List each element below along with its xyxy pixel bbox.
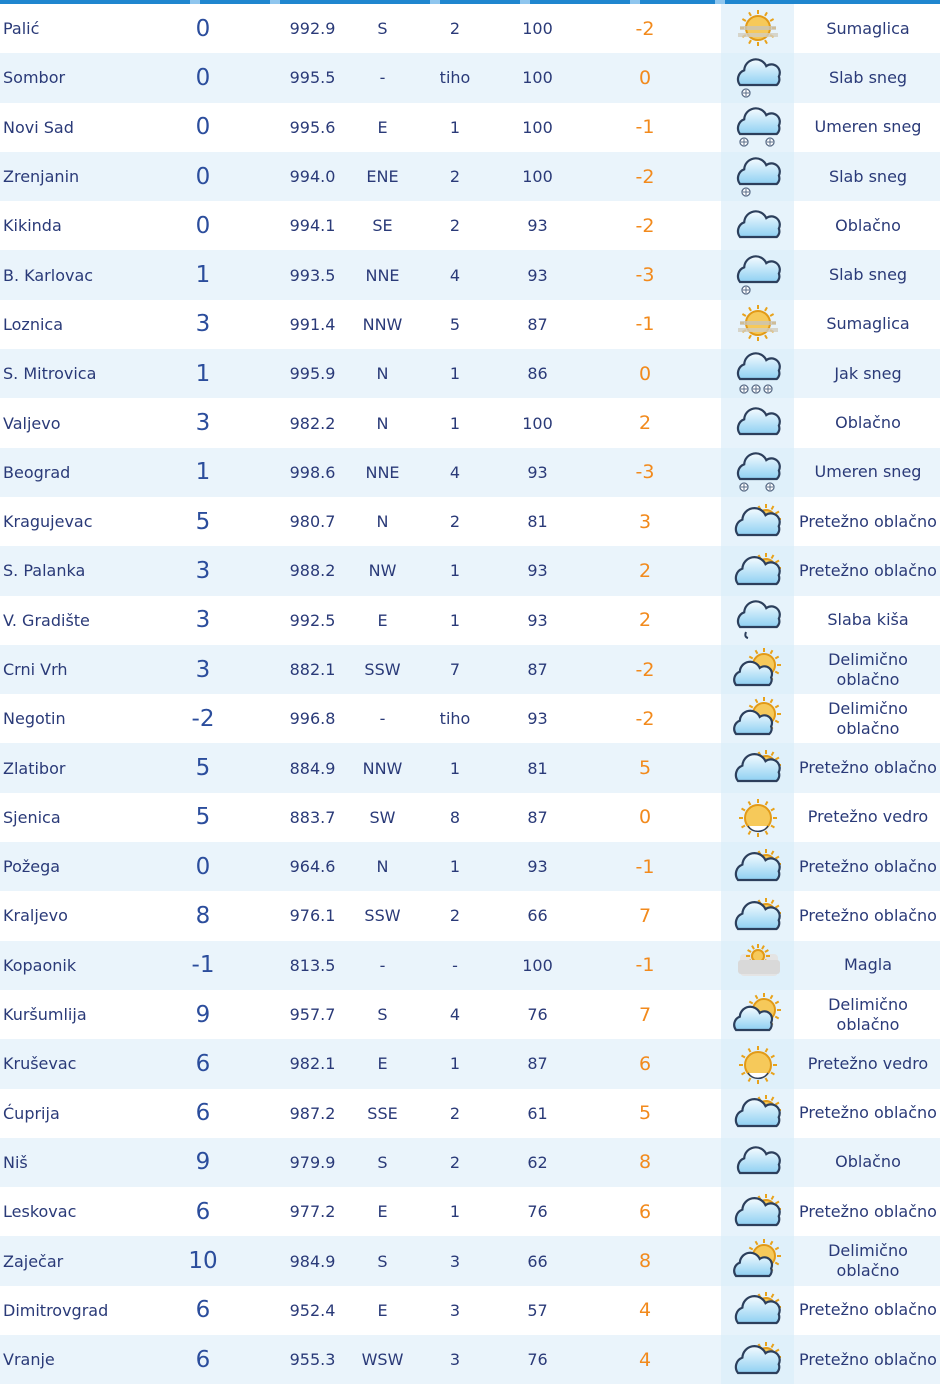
partly-cloudy-icon — [721, 694, 794, 743]
city-name: Novi Sad — [3, 117, 74, 137]
table-row — [0, 1039, 940, 1088]
city-name: Kraljevo — [3, 906, 68, 926]
mostly-cloudy-icon — [721, 1286, 794, 1335]
temperature-value: 9 — [195, 1001, 211, 1028]
temperature-value: 6 — [195, 1346, 211, 1373]
condition-text: Pretežno oblačno — [799, 511, 937, 531]
condition-text: Slaba kiša — [827, 610, 909, 630]
table-row — [0, 596, 940, 645]
city-name: Kopaonik — [3, 955, 77, 975]
city-name: Palić — [3, 19, 40, 39]
wind-speed: 1 — [449, 364, 461, 384]
condition-text: Magla — [843, 955, 892, 975]
pressure-value: 994.0 — [289, 167, 336, 187]
wind-direction: N — [376, 413, 389, 433]
condition-text: Slab sneg — [828, 265, 908, 285]
humidity-value: 100 — [522, 117, 553, 137]
wind-direction: SW — [369, 807, 396, 827]
wind-speed: 1 — [449, 413, 461, 433]
city-name: Dimitrovgrad — [3, 1300, 109, 1320]
temperature-value: 0 — [195, 212, 211, 239]
feels-like-value: 0 — [638, 362, 652, 385]
temperature-value: 3 — [195, 410, 211, 437]
temperature-value: 3 — [195, 607, 211, 634]
temperature-value: 9 — [195, 1149, 211, 1176]
table-row — [0, 694, 940, 743]
pressure-value: 984.9 — [289, 1251, 336, 1271]
wind-direction: NW — [368, 561, 397, 581]
temperature-value: 0 — [195, 114, 211, 141]
condition-text: Pretežno vedro — [807, 807, 929, 827]
humidity-value: 61 — [527, 1103, 548, 1123]
temperature-value: 0 — [195, 163, 211, 190]
humidity-value: 93 — [527, 216, 548, 236]
weather-table — [0, 4, 940, 1384]
condition-text: Pretežno oblačno — [799, 1201, 937, 1221]
wind-direction: - — [379, 709, 386, 729]
wind-direction: S — [377, 19, 388, 39]
temperature-value: -2 — [191, 705, 215, 732]
humidity-value: 100 — [522, 167, 553, 187]
humidity-value: 76 — [527, 1202, 548, 1222]
wind-direction: S — [377, 1251, 388, 1271]
wind-speed: 4 — [449, 1005, 461, 1025]
pressure-value: 980.7 — [289, 512, 336, 532]
wind-direction: NNW — [362, 314, 403, 334]
mostly-cloudy-icon — [721, 1187, 794, 1236]
feels-like-value: 4 — [638, 1348, 652, 1371]
humidity-value: 62 — [527, 1152, 548, 1172]
feels-like-value: -2 — [635, 214, 655, 237]
condition-text: Pretežno oblačno — [799, 1349, 937, 1369]
table-row — [0, 1286, 940, 1335]
fog-sun-icon — [721, 300, 794, 349]
wind-direction: SSE — [367, 1103, 398, 1123]
table-row — [0, 793, 940, 842]
wind-speed: 2 — [449, 1103, 461, 1123]
wind-speed: 8 — [449, 807, 461, 827]
pressure-value: 988.2 — [289, 561, 336, 581]
humidity-value: 76 — [527, 1005, 548, 1025]
city-name: S. Palanka — [3, 561, 86, 581]
temperature-value: 3 — [195, 557, 211, 584]
table-row — [0, 645, 940, 694]
condition-text: Oblačno — [835, 413, 901, 433]
city-name: Crni Vrh — [3, 660, 68, 679]
feels-like-value: -2 — [635, 707, 655, 730]
moderate-snow-icon — [721, 448, 794, 497]
cloudy-icon — [721, 398, 794, 447]
feels-like-value: -1 — [635, 855, 655, 878]
feels-like-value: 5 — [638, 1102, 652, 1125]
pressure-value: 982.2 — [289, 413, 336, 433]
pressure-value: 977.2 — [289, 1202, 336, 1222]
feels-like-value: 6 — [638, 1200, 652, 1223]
pressure-value: 987.2 — [289, 1103, 336, 1123]
pressure-value: 964.6 — [289, 857, 336, 877]
city-name: Kruševac — [3, 1054, 77, 1074]
pressure-value: 813.5 — [289, 955, 336, 975]
humidity-value: 100 — [522, 413, 553, 433]
pressure-value: 993.5 — [289, 265, 336, 285]
pressure-value: 992.9 — [289, 19, 336, 39]
wind-direction: NNE — [365, 265, 400, 285]
mostly-cloudy-icon — [721, 546, 794, 595]
feels-like-value: 8 — [638, 1250, 652, 1273]
humidity-value: 100 — [522, 955, 553, 975]
light-snow-icon — [721, 152, 794, 201]
light-snow-icon — [721, 250, 794, 299]
temperature-value: 5 — [195, 508, 211, 535]
humidity-value: 57 — [527, 1300, 548, 1320]
temperature-value: 8 — [195, 902, 211, 929]
table-row — [0, 990, 940, 1039]
temperature-value: 6 — [195, 1100, 211, 1127]
pressure-value: 995.5 — [289, 68, 336, 88]
condition-text: Umeren sneg — [814, 462, 922, 482]
wind-speed: 1 — [449, 1054, 461, 1074]
humidity-value: 93 — [527, 265, 548, 285]
city-name: Kuršumlija — [3, 1005, 87, 1025]
wind-speed: 1 — [449, 610, 461, 630]
city-name: Beograd — [3, 462, 71, 482]
city-name: Zlatibor — [3, 758, 66, 778]
wind-speed: 1 — [449, 857, 461, 877]
table-row — [0, 53, 940, 102]
city-name: B. Karlovac — [3, 265, 94, 285]
wind-direction: S — [377, 1152, 388, 1172]
table-row — [0, 4, 940, 53]
temperature-value: 5 — [195, 804, 211, 831]
humidity-value: 93 — [527, 709, 548, 729]
wind-speed: 1 — [449, 561, 461, 581]
wind-speed: 4 — [449, 265, 461, 285]
temperature-value: 1 — [195, 459, 211, 486]
table-row — [0, 1089, 940, 1138]
wind-direction: ENE — [366, 167, 399, 187]
table-row — [0, 1335, 940, 1384]
condition-text: Pretežno oblačno — [799, 560, 937, 580]
temperature-value: 0 — [195, 853, 211, 880]
temperature-value: 1 — [195, 262, 211, 289]
feels-like-value: -2 — [635, 165, 655, 188]
temperature-value: 0 — [195, 15, 211, 42]
city-name: Niš — [3, 1152, 28, 1172]
table-row — [0, 497, 940, 546]
city-name: Ćuprija — [3, 1103, 60, 1123]
humidity-value: 66 — [527, 906, 548, 926]
pressure-value: 955.3 — [289, 1350, 336, 1370]
wind-speed: 5 — [449, 314, 461, 334]
table-row — [0, 152, 940, 201]
feels-like-value: 3 — [638, 510, 652, 533]
pressure-value: 882.1 — [289, 660, 336, 679]
temperature-value: 3 — [195, 656, 211, 683]
humidity-value: 87 — [527, 807, 548, 827]
humidity-value: 100 — [522, 19, 553, 39]
partly-cloudy-icon — [721, 1236, 794, 1285]
condition-text: Delimično oblačno — [828, 994, 908, 1034]
feels-like-value: 0 — [638, 806, 652, 829]
wind-speed: 3 — [449, 1300, 461, 1320]
temperature-value: 6 — [195, 1198, 211, 1225]
temperature-value: 6 — [195, 1297, 211, 1324]
mostly-cloudy-icon — [721, 743, 794, 792]
wind-speed: 1 — [449, 117, 461, 137]
wind-speed: 3 — [449, 1251, 461, 1271]
partly-cloudy-icon — [721, 645, 794, 694]
wind-speed: 1 — [449, 1202, 461, 1222]
table-row — [0, 1236, 940, 1285]
humidity-value: 100 — [522, 68, 553, 88]
wind-speed: 2 — [449, 1152, 461, 1172]
pressure-value: 995.6 — [289, 117, 336, 137]
pressure-value: 957.7 — [289, 1005, 336, 1025]
wind-direction: SSW — [364, 906, 401, 926]
wind-speed: 7 — [449, 660, 461, 679]
city-name: Leskovac — [3, 1202, 77, 1222]
humidity-value: 93 — [527, 610, 548, 630]
wind-speed: tiho — [439, 709, 471, 729]
humidity-value: 86 — [527, 364, 548, 384]
table-row — [0, 448, 940, 497]
feels-like-value: 0 — [638, 66, 652, 89]
humidity-value: 66 — [527, 1251, 548, 1271]
condition-text: Pretežno oblačno — [799, 1103, 937, 1123]
pressure-value: 884.9 — [289, 758, 336, 778]
feels-like-value: 2 — [638, 412, 652, 435]
wind-speed: - — [452, 955, 458, 975]
cloudy-icon — [721, 1138, 794, 1187]
city-name: Vranje — [3, 1350, 55, 1370]
light-rain-icon — [721, 596, 794, 645]
humidity-value: 87 — [527, 660, 548, 679]
condition-text: Jak sneg — [834, 363, 902, 383]
wind-speed: 1 — [449, 758, 461, 778]
feels-like-value: 2 — [638, 559, 652, 582]
temperature-value: 1 — [195, 360, 211, 387]
condition-text: Delimično oblačno — [828, 649, 908, 689]
temperature-value: 3 — [195, 311, 211, 338]
feels-like-value: -3 — [635, 461, 655, 484]
temperature-value: 10 — [188, 1248, 218, 1275]
wind-direction: N — [376, 364, 389, 384]
condition-text: Delimično oblačno — [828, 1241, 908, 1281]
temperature-value: 0 — [195, 64, 211, 91]
fog-icon — [721, 941, 794, 990]
feels-like-value: -3 — [635, 264, 655, 287]
city-name: Loznica — [3, 314, 64, 334]
feels-like-value: -1 — [635, 116, 655, 139]
wind-speed: 2 — [449, 216, 461, 236]
condition-text: Slab sneg — [828, 166, 908, 186]
feels-like-value: 7 — [638, 904, 652, 927]
wind-direction: NNW — [362, 758, 403, 778]
pressure-value: 982.1 — [289, 1054, 336, 1074]
humidity-value: 87 — [527, 314, 548, 334]
city-name: Valjevo — [3, 413, 61, 433]
heavy-snow-icon — [721, 349, 794, 398]
wind-direction: N — [376, 857, 389, 877]
wind-direction: E — [377, 1054, 388, 1074]
feels-like-value: 5 — [638, 757, 652, 780]
pressure-value: 952.4 — [289, 1300, 336, 1320]
table-row — [0, 349, 940, 398]
city-name: S. Mitrovica — [3, 364, 97, 384]
condition-text: Pretežno oblačno — [799, 856, 937, 876]
feels-like-value: 7 — [638, 1003, 652, 1026]
wind-speed: 4 — [449, 462, 461, 482]
wind-direction: SE — [372, 216, 393, 236]
mostly-cloudy-icon — [721, 1335, 794, 1384]
mostly-clear-icon — [721, 793, 794, 842]
table-row — [0, 1138, 940, 1187]
city-name: Zrenjanin — [3, 167, 80, 187]
feels-like-value: -2 — [635, 658, 655, 681]
wind-direction: E — [377, 117, 388, 137]
cloudy-icon — [721, 201, 794, 250]
mostly-clear-icon — [721, 1039, 794, 1088]
city-name: Negotin — [3, 709, 66, 729]
mostly-cloudy-icon — [721, 1089, 794, 1138]
moderate-snow-icon — [721, 103, 794, 152]
wind-direction: S — [377, 1005, 388, 1025]
feels-like-value: 2 — [638, 609, 652, 632]
wind-direction: E — [377, 1300, 388, 1320]
humidity-value: 76 — [527, 1350, 548, 1370]
condition-text: Oblačno — [835, 1152, 901, 1172]
city-name: Kikinda — [3, 216, 62, 236]
table-row — [0, 300, 940, 349]
condition-text: Umeren sneg — [814, 117, 922, 137]
feels-like-value: -1 — [635, 313, 655, 336]
wind-direction: SSW — [364, 660, 401, 679]
table-row — [0, 891, 940, 940]
condition-text: Oblačno — [835, 215, 901, 235]
humidity-value: 81 — [527, 758, 548, 778]
wind-direction: - — [379, 68, 386, 88]
wind-direction: E — [377, 610, 388, 630]
pressure-value: 883.7 — [289, 807, 336, 827]
city-name: V. Gradište — [3, 610, 90, 630]
condition-text: Pretežno oblačno — [799, 1300, 937, 1320]
pressure-value: 979.9 — [289, 1152, 336, 1172]
mostly-cloudy-icon — [721, 891, 794, 940]
wind-direction: NNE — [365, 462, 400, 482]
wind-direction: E — [377, 1202, 388, 1222]
pressure-value: 992.5 — [289, 610, 336, 630]
table-row — [0, 743, 940, 792]
condition-text: Delimično oblačno — [828, 698, 908, 738]
partly-cloudy-icon — [721, 990, 794, 1039]
city-name: Sjenica — [3, 807, 61, 827]
wind-direction: WSW — [361, 1350, 404, 1370]
feels-like-value: 8 — [638, 1151, 652, 1174]
humidity-value: 93 — [527, 462, 548, 482]
pressure-value: 976.1 — [289, 906, 336, 926]
table-row — [0, 398, 940, 447]
condition-text: Pretežno vedro — [807, 1053, 929, 1073]
humidity-value: 93 — [527, 561, 548, 581]
pressure-value: 996.8 — [289, 709, 336, 729]
temperature-value: -1 — [191, 952, 215, 979]
wind-direction: - — [379, 955, 386, 975]
wind-direction: N — [376, 512, 389, 532]
city-name: Zaječar — [3, 1251, 64, 1271]
table-row — [0, 546, 940, 595]
pressure-value: 994.1 — [289, 216, 336, 236]
wind-speed: tiho — [439, 68, 471, 88]
temperature-value: 5 — [195, 755, 211, 782]
table-row — [0, 842, 940, 891]
feels-like-value: 6 — [638, 1052, 652, 1075]
pressure-value: 995.9 — [289, 364, 336, 384]
table-row — [0, 201, 940, 250]
wind-speed: 3 — [449, 1350, 461, 1370]
mostly-cloudy-icon — [721, 497, 794, 546]
condition-text: Sumaglica — [826, 314, 910, 334]
feels-like-value: 4 — [638, 1299, 652, 1322]
pressure-value: 991.4 — [289, 314, 336, 334]
temperature-value: 6 — [195, 1050, 211, 1077]
light-snow-icon — [721, 53, 794, 102]
wind-speed: 2 — [449, 19, 461, 39]
table-row — [0, 103, 940, 152]
city-name: Sombor — [3, 68, 66, 88]
city-name: Kragujevac — [3, 512, 93, 532]
fog-sun-icon — [721, 4, 794, 53]
table-row — [0, 1187, 940, 1236]
feels-like-value: -1 — [635, 954, 655, 977]
mostly-cloudy-icon — [721, 842, 794, 891]
humidity-value: 87 — [527, 1054, 548, 1074]
condition-text: Pretežno oblačno — [799, 905, 937, 925]
feels-like-value: -2 — [635, 17, 655, 40]
wind-speed: 2 — [449, 906, 461, 926]
table-row — [0, 250, 940, 299]
table-row — [0, 941, 940, 990]
city-name: Požega — [3, 857, 61, 877]
wind-speed: 2 — [449, 512, 461, 532]
condition-text: Sumaglica — [826, 18, 910, 38]
wind-speed: 2 — [449, 167, 461, 187]
pressure-value: 998.6 — [289, 462, 336, 482]
condition-text: Pretežno oblačno — [799, 758, 937, 778]
condition-text: Slab sneg — [828, 67, 908, 87]
humidity-value: 93 — [527, 857, 548, 877]
humidity-value: 81 — [527, 512, 548, 532]
